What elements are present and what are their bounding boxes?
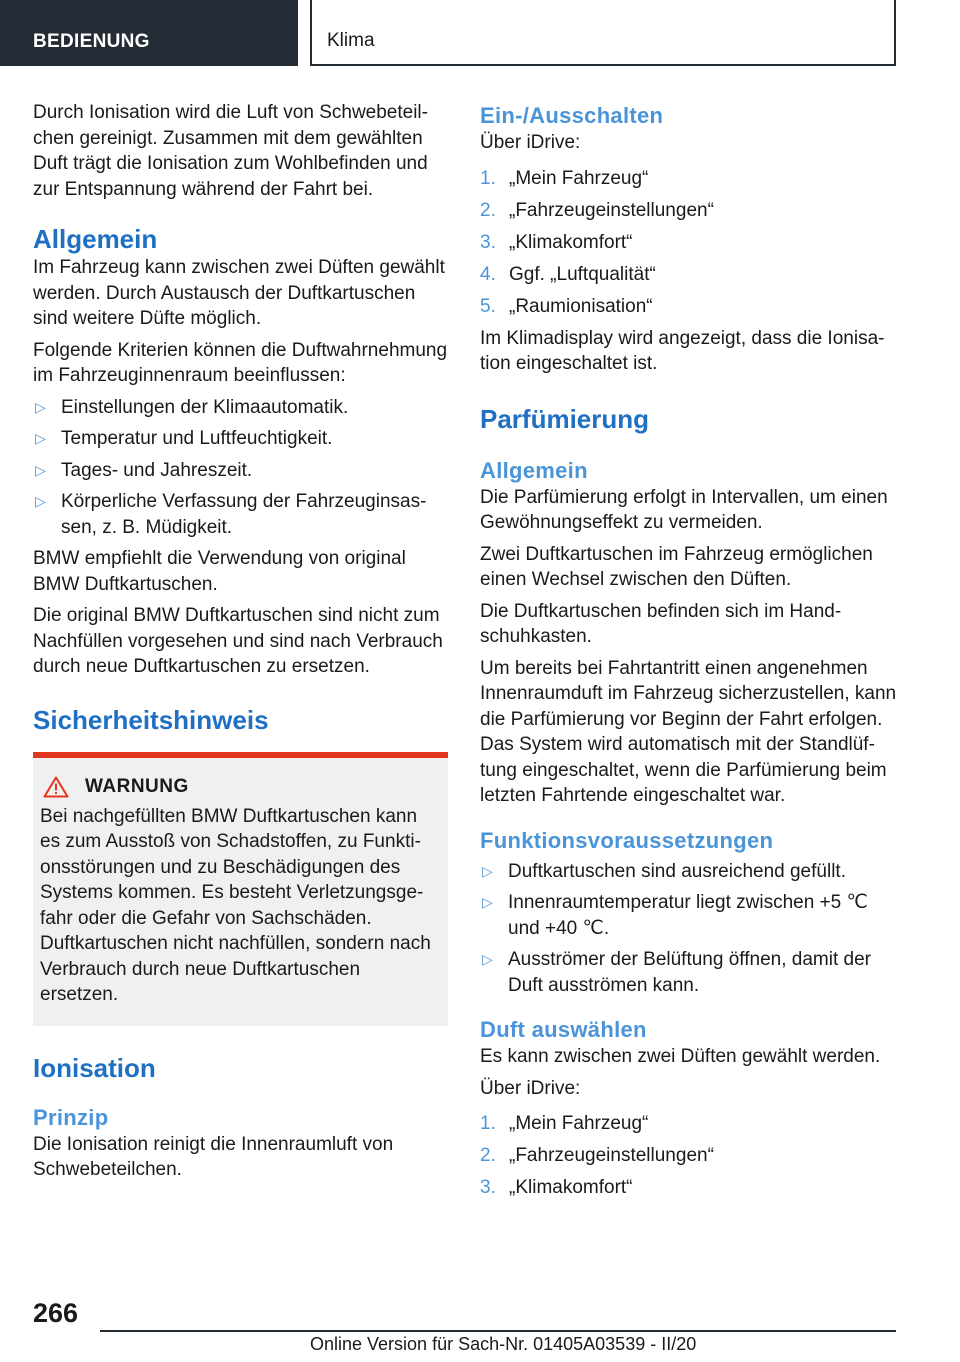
list-item: ▷ Duftkartuschen sind ausreichend gefüllt. bbox=[480, 859, 900, 885]
onoff-intro: Über iDrive: bbox=[480, 132, 581, 153]
heading-prinzip: Prinzip bbox=[33, 1104, 109, 1130]
heading-allgemein: Allgemein bbox=[33, 224, 158, 254]
list-item: 1. „Mein Fahrzeug“ bbox=[480, 167, 649, 189]
warning-box bbox=[33, 752, 448, 1026]
page-number: 266 bbox=[33, 1298, 79, 1328]
list-item: 4. Ggf. „Luftqualität“ bbox=[480, 263, 656, 285]
footer-divider bbox=[100, 1330, 896, 1332]
intro-paragraph: Durch Ionisation wird die Luft von Schwebeteilchen gereinigt. Zusammen mit dem gewählten Duft trägt die Ionisation zum Wohlbefinden und zur Entspannung während der Fahrt bei. bbox=[33, 102, 428, 200]
select-paragraph: Es kann zwischen zwei Düften gewählt werden. bbox=[480, 1046, 881, 1067]
parfum-paragraph-1: Die Parfümierung erfolgt in Intervallen, um einen Gewöhnungseffekt zu vermeiden. bbox=[480, 486, 888, 533]
list-item: 5. „Raumionisation“ bbox=[480, 295, 653, 317]
left-column bbox=[33, 100, 448, 1189]
heading-duft-auswaehlen: Duft auswählen bbox=[480, 1017, 647, 1042]
heading-ein-ausschalten: Ein-/Ausschalten bbox=[480, 103, 664, 128]
list-item: ▷ Innenraumtemperatur liegt zwischen +5 ℃ und +40 ℃. bbox=[482, 892, 868, 939]
list-item: ▷ Ausströmer der Belüftung öffnen, damit der Duft ausströmen kann. bbox=[482, 949, 871, 996]
allgemein-paragraph-2: Folgende Kriterien können die Duftwahrnehmung im Fahrzeuginnenraum beeinflussen: bbox=[33, 339, 448, 386]
parfum-paragraph-2: Zwei Duftkartuschen im Fahrzeug ermöglichen einen Wechsel zwischen den Düften. bbox=[480, 543, 873, 590]
triangle-bullet-icon: ▷ bbox=[35, 430, 46, 446]
warning-text: Bei nachgefüllten BMW Duftkartuschen kann es zum Ausstoß von Schadstoffen, zu Funktionsstörungen und zu Beschädigungen des Systems kommen. Es besteht Verletzungsgefahr oder die Gefahr von Sachschäden. Duftkartuschen nicht nachfüllen, sondern nach Verbrauch durch neue Duftkartuschen ersetzen. bbox=[40, 805, 431, 1005]
footer-online-version: Online Version für Sach-Nr. 01405A03539 - II/20 bbox=[310, 1334, 697, 1354]
parfum-paragraph-4: Um bereits bei Fahrtantritt einen angenehmen Innenraumduft im Fahrzeug sicherzustellen, kann die Parfümierung vor Beginn der Fahrt erfolgen. Das System wird automatisch mit der Standlüftung eingeschaltet, wenn die Parfümierung beim letzten Fahrtende eingeschaltet war. bbox=[480, 657, 897, 806]
list-item: 3. „Klimakomfort“ bbox=[480, 231, 633, 253]
heading-funktionsvoraussetzungen: Funktionsvoraussetzungen bbox=[480, 827, 774, 853]
chapter-label: Klima bbox=[327, 30, 375, 51]
list-item: ▷ Einstellungen der Klimaautomatik. bbox=[33, 395, 448, 421]
list-item: 2. „Fahrzeugeinstellungen“ bbox=[480, 199, 714, 221]
triangle-bullet-icon: ▷ bbox=[35, 398, 46, 415]
triangle-bullet-icon: ▷ bbox=[482, 862, 493, 879]
triangle-bullet-icon: ▷ bbox=[35, 461, 46, 478]
heading-ionisation: Ionisation bbox=[33, 1052, 156, 1083]
prinzip-paragraph: Die Ionisation reinigt die Innenraumluft von Schwebeteilchen. bbox=[33, 1133, 394, 1180]
allgemein-paragraph-1: Im Fahrzeug kann zwischen zwei Düften gewählt werden. Durch Austausch der Duftkartuschen sind weitere Düfte möglich. bbox=[33, 257, 445, 329]
onoff-steps-list bbox=[480, 166, 900, 320]
section-tab bbox=[0, 0, 298, 66]
triangle-bullet-icon: ▷ bbox=[35, 493, 46, 509]
list-item: 2. „Fahrzeugeinstellungen“ bbox=[480, 1145, 714, 1166]
heading-allgemein-parfum: Allgemein bbox=[480, 457, 588, 483]
heading-parfuemierung: Parfümierung bbox=[480, 403, 650, 434]
section-label: BEDIENUNG bbox=[33, 31, 150, 52]
warning-triangle-icon bbox=[43, 776, 69, 798]
list-item: ▷ Tages- und Jahreszeit. bbox=[33, 458, 448, 484]
triangle-bullet-icon: ▷ bbox=[482, 951, 493, 967]
select-steps-list bbox=[480, 1111, 900, 1201]
list-item: 3. „Klimakomfort“ bbox=[480, 1177, 633, 1198]
list-item: ▷ Temperatur und Luftfeuchtigkeit. bbox=[33, 426, 448, 452]
parfum-paragraph-3: Die Duftkartuschen befinden sich im Handschuhkasten. bbox=[480, 600, 842, 647]
warning-title: WARNUNG bbox=[85, 775, 189, 797]
list-item: 1. „Mein Fahrzeug“ bbox=[480, 1113, 649, 1134]
select-intro: Über iDrive: bbox=[480, 1077, 581, 1099]
warning-header bbox=[40, 776, 440, 798]
bmw-paragraph-2: Die original BMW Duftkartuschen sind nicht zum Nachfüllen vorgesehen und sind nach Verbrauch durch neue Duftkartuschen zu ersetzen. bbox=[33, 605, 443, 677]
triangle-bullet-icon: ▷ bbox=[482, 894, 493, 910]
right-column bbox=[480, 100, 900, 1207]
page-header bbox=[0, 0, 960, 66]
bmw-paragraph-1: BMW empfiehlt die Verwendung von original BMW Duftkartuschen. bbox=[33, 548, 406, 595]
requirements-list bbox=[480, 859, 900, 999]
list-item: ▷ Körperliche Verfassung der Fahrzeuginsassen, z. B. Müdigkeit. bbox=[35, 491, 427, 538]
onoff-after: Im Klimadisplay wird angezeigt, dass die Ionisation eingeschaltet ist. bbox=[480, 327, 885, 374]
chapter-tab bbox=[310, 0, 896, 66]
criteria-list bbox=[33, 395, 448, 541]
heading-sicherheitshinweis: Sicherheitshinweis bbox=[33, 704, 269, 735]
